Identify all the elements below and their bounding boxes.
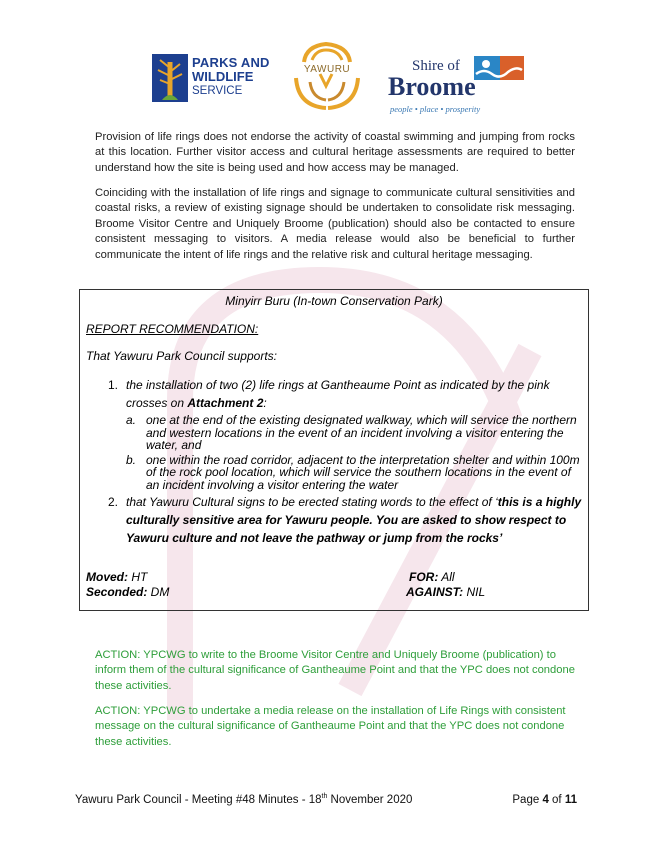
sub-list-text: one at the end of the existing designated walkway, which will service the northern and western locations in the event of an incident involving a visitor entering the water, and	[146, 413, 577, 452]
sub-list-item	[86, 454, 582, 492]
list-item	[86, 493, 582, 547]
action-item-visitor-centre: ACTION: YPCWG to write to the Broome Visitor Centre and Uniquely Broome (publication) to inform them of the cultural significance of Gantheaume Point and that the YPC does not condone these activities.	[95, 649, 575, 692]
against-group	[406, 585, 485, 600]
parks-logo-line3: SERVICE	[192, 85, 243, 97]
broome-logo-shire: Shire of	[412, 58, 460, 74]
recommendation-heading: REPORT RECOMMENDATION:	[86, 322, 259, 336]
footer-date-suffix: th	[321, 793, 328, 801]
moved-value: HT	[128, 570, 148, 584]
banksia-icon	[152, 54, 188, 102]
recommendation-box	[79, 289, 589, 611]
page-current: 4	[542, 794, 549, 806]
broome-logo-tagline: people • place • prosperity	[390, 104, 481, 114]
sub-list-text: one within the road corridor, adjacent to the interpretation shelter and within 100m of the rock pool location, which will service the southern locations in the event of an incident involving a visitor entering the water	[146, 452, 580, 492]
cultural-sign-wording: this is a highly culturally sensitive area for Yawuru people. You are asked to show respect to Yawuru culture and not leave the pathway or jump from the rocks’	[126, 495, 582, 545]
against-value: NIL	[463, 585, 486, 599]
for-label: FOR:	[409, 570, 439, 584]
against-label: AGAINST:	[406, 585, 464, 599]
attachment-reference: Attachment 2	[187, 396, 264, 410]
sub-list-letter: b.	[126, 452, 137, 467]
list-item-number: 2.	[108, 495, 119, 509]
paragraph-life-rings: Provision of life rings does not endorse the activity of coastal swimming and jumping from rocks at this location. Further visitor access and cultural heritage assessments are required to better understand how the site is being used and how access may be managed.	[95, 131, 575, 174]
for-group	[409, 570, 455, 585]
page-number	[512, 794, 577, 806]
list-item-text: that Yawuru Cultural signs to be erected stating words to the effect of ‘	[126, 495, 498, 509]
page-total: 11	[564, 794, 577, 806]
list-item	[86, 376, 582, 412]
page-footer	[75, 794, 577, 806]
paragraph-signage: Coinciding with the installation of life rings and signage to communicate cultural sensitivities and coastal risks, a review of existing signage should be undertaken to consolidate risk messaging. Broome Visitor Centre and Uniquely Broome (publication) should also be contacted to ensure consistent messaging to visitors. A media release would also be beneficial to further communicate the intent of life rings and the relative risk and cultural heritage messaging.	[95, 187, 575, 261]
seconded-label: Seconded:	[86, 585, 148, 599]
vote-row-2	[86, 585, 582, 600]
shire-of-broome-logo	[388, 56, 528, 116]
parks-logo-line1: PARKS AND	[192, 55, 270, 70]
recommendation-intro: That Yawuru Park Council supports:	[86, 349, 277, 363]
yawuru-emblem-icon	[292, 40, 362, 112]
footer-title-prefix: Yawuru Park Council - Meeting #48 Minutes - 18	[75, 794, 322, 806]
vote-row-1	[86, 570, 582, 585]
recommendation-list	[86, 376, 582, 547]
sub-list-letter: a.	[126, 413, 137, 427]
page-prefix: Page	[512, 794, 543, 806]
parks-wildlife-logo	[152, 54, 274, 104]
page-of: of	[548, 794, 565, 806]
yawuru-logo	[292, 40, 362, 112]
broome-logo-name: Broome	[388, 72, 476, 101]
action-item-media-release: ACTION: YPCWG to undertake a media release on the installation of Life Rings with consistent message on the cultural significance of Gantheaume Point and that the YPC does not condone these activities.	[95, 705, 566, 748]
recommendation-title: Minyirr Buru (In-town Conservation Park)	[225, 294, 443, 308]
vote-record	[86, 570, 582, 600]
seconded-value: DM	[147, 585, 170, 599]
list-item-text: the installation of two (2) life rings at Gantheaume Point as indicated by the pink crosses on	[126, 378, 550, 410]
header-logos	[0, 40, 652, 118]
yawuru-logo-text: YAWURU	[303, 64, 351, 75]
sub-list-item	[86, 414, 582, 452]
list-item-number: 1.	[108, 378, 119, 392]
moved-label: Moved:	[86, 570, 128, 584]
parks-logo-line2: WILDLIFE	[192, 69, 254, 84]
list-item-colon: :	[263, 396, 267, 410]
broome-sun-wave-icon	[474, 56, 524, 80]
footer-meeting-title	[75, 794, 412, 806]
footer-title-suffix: November 2020	[327, 794, 413, 806]
for-value: All	[438, 570, 455, 584]
